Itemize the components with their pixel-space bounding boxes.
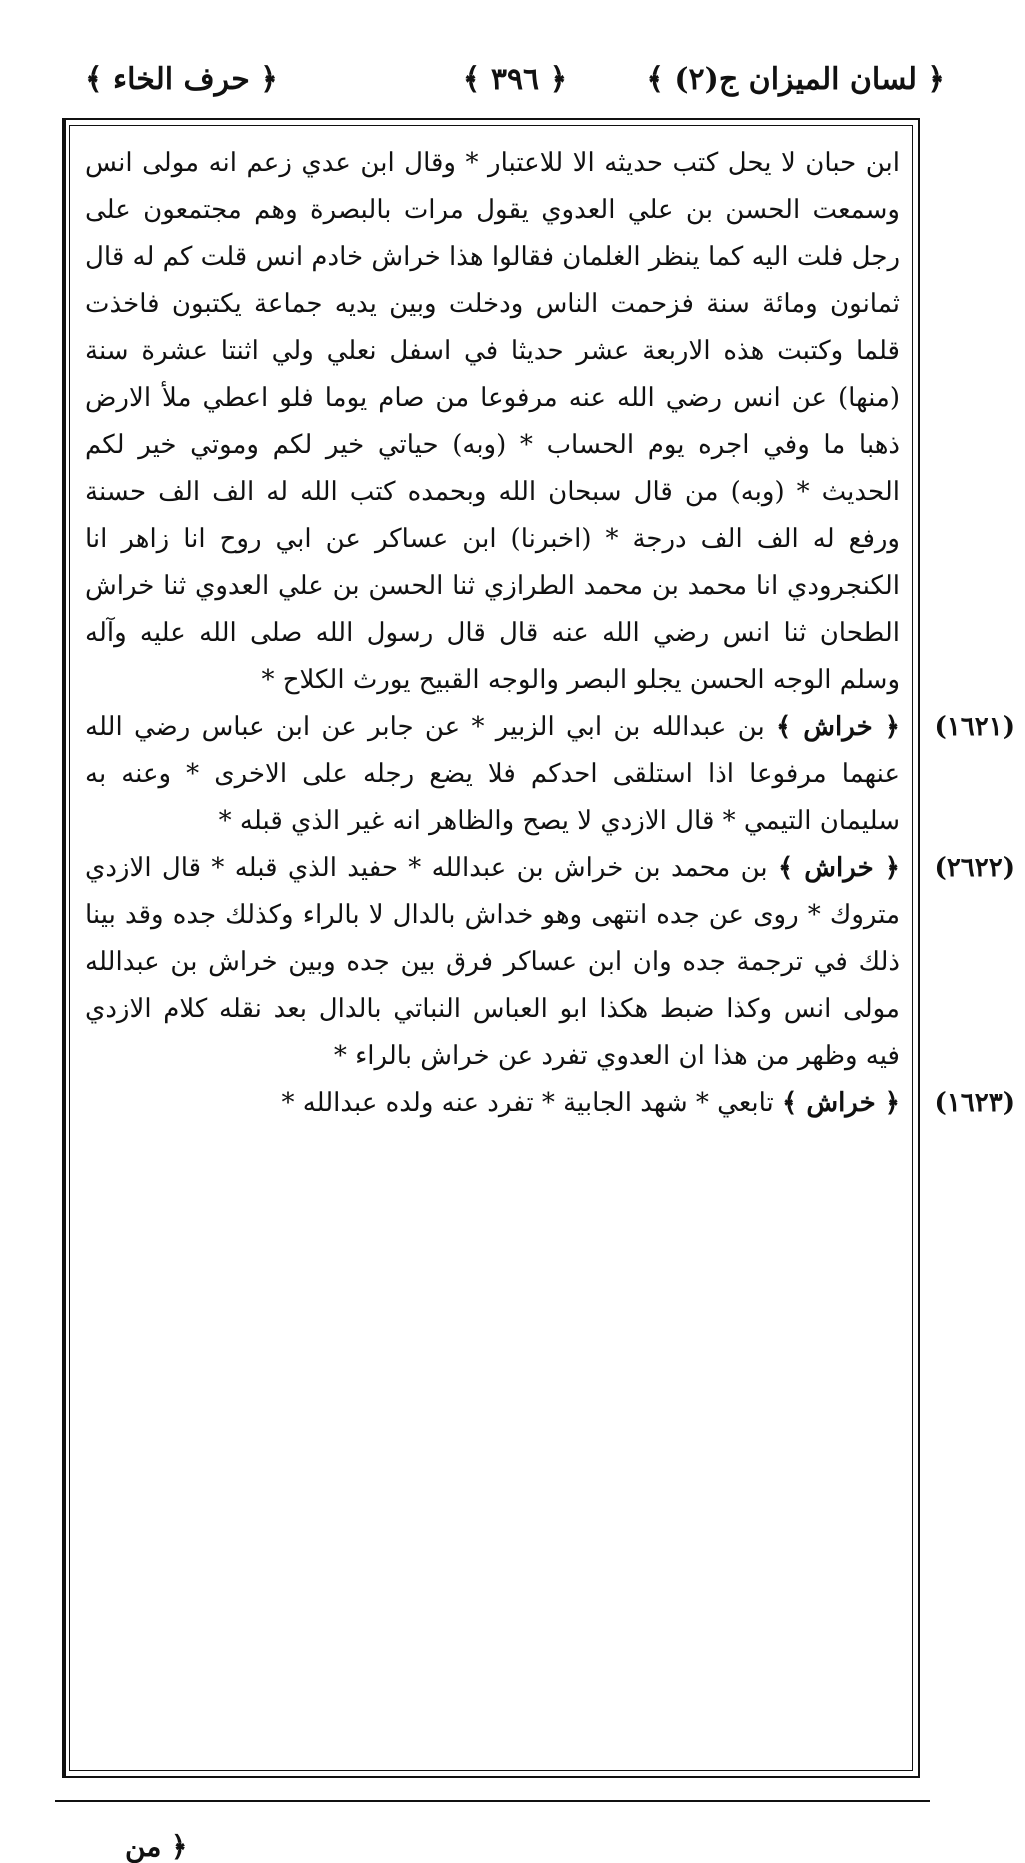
catchword: ﴿ من <box>125 1830 188 1863</box>
entry-name: ﴿ خراش ﴾ <box>776 712 900 742</box>
page-header <box>85 62 945 112</box>
bottom-rule <box>55 1800 930 1802</box>
page-number: ﴿ ٣٩٦ ﴾ <box>462 62 568 97</box>
entry-2622 <box>85 845 1015 1080</box>
entry-number: (١٦٢٣) <box>934 1088 1015 1118</box>
entry-text: تابعي * شهد الجابية * تفرد عنه ولده عبدالله * <box>281 1088 783 1118</box>
entry-number: (١٦٢١) <box>934 712 1015 742</box>
entry-text: بن محمد بن خراش بن عبدالله * حفيد الذي قبله * قال الازدي متروك * روى عن جده انتهى وهو خداش بالدال لا بالراء وكذلك جده وقد بينا ذلك في ترجمة جده وان ابن عساكر فرق بين جده وبين خراش بن عبدالله مولى انس وكذا ضبط هكذا ابو العباس النباتي بالدال بعد نقله كلام الازدي فيه وظهر من هذا ان العدوي تفرد عن خراش بالراء * <box>85 853 900 1071</box>
entry-name: ﴿ خراش ﴾ <box>782 1088 900 1118</box>
main-text <box>85 140 1015 1127</box>
section-title: ﴿ حرف الخاء ﴾ <box>85 62 278 97</box>
entry-1623 <box>85 1080 1015 1127</box>
entry-1621 <box>85 704 1015 845</box>
entry-number: (٢٦٢٢) <box>934 853 1015 883</box>
entry-name: ﴿ خراش ﴾ <box>777 853 901 883</box>
book-title: ﴿ لسان الميزان ج(٢) ﴾ <box>646 62 945 97</box>
entry-text: بن عبدالله بن ابي الزبير * عن جابر عن ابن عباس رضي الله عنهما مرفوعا اذا استلقى احدكم فلا يضع رجله على الاخرى * وعنه به سليمان التيمي * قال الازدي لا يصح والظاهر انه غير الذي قبله * <box>85 712 900 836</box>
left-rule <box>62 118 66 1778</box>
intro-paragraph: ابن حبان لا يحل كتب حديثه الا للاعتبار * وقال ابن عدي زعم انه مولى انس وسمعت الحسن بن علي العدوي يقول مرات بالبصرة وهم مجتمعون على رجل فلت اليه كما ينظر الغلمان فقالوا هذا خراش خادم انس قلت كم له قال ثمانون ومائة سنة فزحمت الناس ودخلت وبين يديه جماعة يكتبون فاخذت قلما وكتبت هذه الاربعة عشر حديثا في اسفل نعلي ولي اثنتا عشرة سنة (منها) عن انس رضي الله عنه مرفوعا من صام يوما فلو اعطي ملأ الارض ذهبا ما وفي اجره يوم الحساب * (وبه) حياتي خير لكم وموتي خير لكم الحديث * (وبه) من قال سبحان الله وبحمده كتب الله له الف الف حسنة ورفع له الف الف درجة * (اخبرنا) ابن عساكر عن ابي روح انا زاهر انا الكنجرودي انا محمد بن محمد الطرازي ثنا الحسن بن علي العدوي ثنا خراش الطحان ثنا انس رضي الله عنه قال قال رسول الله صلى الله عليه وآله وسلم الوجه الحسن يجلو البصر والوجه القبيح يورث الكلاح * <box>85 148 900 695</box>
